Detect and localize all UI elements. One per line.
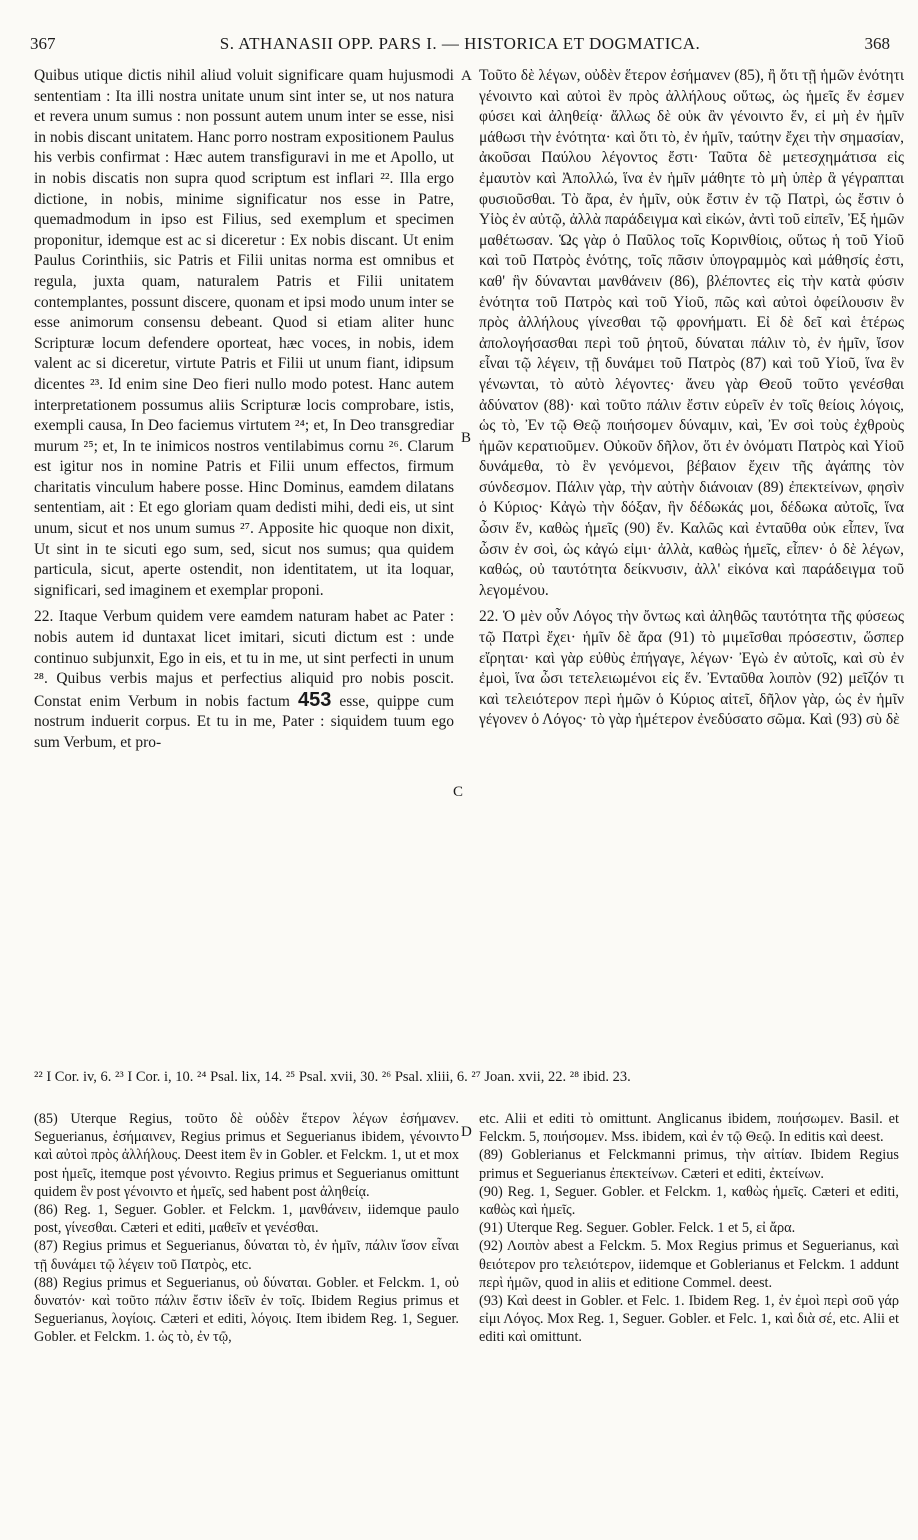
footnotes-left <box>34 1110 459 1347</box>
footnote-88-cont: etc. Alii et editi τὸ omittunt. Anglicanus ibidem, ποιήσωμεν. Basil. et Felckm. 5, ποιήσομεν. Mss. ibidem, καὶ ἐν τῷ Θεῷ. In editis καὶ deest. <box>479 1111 899 1146</box>
page-header <box>30 34 890 56</box>
section-marker-d: D <box>461 1124 472 1140</box>
footnotes-right <box>479 1110 899 1347</box>
greek-paragraph-1: Τοῦτο δὲ λέγων, οὐδὲν ἕτερον ἐσήμανεν (85), ἢ ὅτι τῇ ἡμῶν ἑνότητι γένοιντο καὶ αὐτοὶ ἓν πρὸς ἀλλήλους οὕτως, ὡς ἡμεῖς ἕν ἐσμεν φύσει καὶ ἀληθείᾳ· ἄλλως δὲ οὐκ ἂν γένοιντο ἕν, εἰ μὴ ἐν ἡμῖν μάθωσι τὴν ἑνότητα· καὶ ὅτι τὸ, ἐν ἡμῖν, ταύτην ἔχει τὴν σημασίαν, ἀκοῦσαι Παύλου λέγοντος ἔστι· Ταῦτα δὲ μετεσχημάτισα εἰς ἐμαυτὸν καὶ Ἀπολλώ, ἵνα ἐν ἡμῖν μάθητε τὸ μὴ ὑπὲρ ἃ γέγραπται φυσιοῦσθαι. Τὸ ἄρα, ἐν ἡμῖν, οὐκ ἔστιν ἐν τῷ Πατρὶ, ὡς ἔστιν ὁ Υἱὸς ἐν αὐτῷ, ἀλλὰ παράδειγμα καὶ εἰκών, ἀντὶ τοῦ εἰπεῖν, Ἐξ ἡμῶν μαθέτωσαν. Ὡς γὰρ ὁ Παῦλος τοῖς Κορινθίοις, οὕτως ἡ τοῦ Υἱοῦ καὶ τοῦ Πατρὸς ἑνότης, τοῖς πᾶσιν ὑπογραμμὸς καὶ μάθησίς ἐστι, καθ' ἣν δύνανται μανθάνειν (86), βλέποντες εἰς τὴν κατὰ φύσιν ἑνότητα τοῦ Πατρὸς καὶ τοῦ Υἱοῦ, πῶς καὶ αὐτοὶ ὀφείλουσιν ἓν πρὸς ἀλλήλους γίνεσθαι τῷ φρονήματι. Εἰ δὲ δεῖ καὶ ἑτέρως ἀπολογήσασθαι περὶ τοῦ ῥητοῦ, δύναται πάλιν τὸ, ἐν ἡμῖν, ἴσον εἶναι τῷ λέγειν, τῇ δυνάμει τοῦ Πατρὸς (87) καὶ τοῦ Υἱοῦ, ἵνα ἓν γένωνται, τὸ αὐτὸ λέγοντες· ἄνευ γὰρ Θεοῦ τοῦτο γενέσθαι ἀδύνατον (88)· καὶ τοῦτο πάλιν ἔστιν εὑρεῖν ἐν τοῖς θείοις λόγοις, ὡς τὸ, Ἐν τῷ Θεῷ ποιήσομεν δύναμιν, καὶ, Ἐν σοὶ τοὺς ἐχθροὺς ἡμῶν κερατιοῦμεν. Οὐκοῦν δῆλον, ὅτι ἐν ὀνόματι Πατρὸς καὶ Υἱοῦ δυνάμεθα, τὸ ἓν γενόμενοι, βέβαιον ἔχειν τῆς ἀγάπης τὸν σύνδεσμον. Πάλιν γὰρ, τὴν αὐτὴν διάνοιαν (89) ἐπεκτείνων, φησὶν ὁ Κύριος· Κἀγὼ τὴν δόξαν, ἣν δέδωκάς μοι, δέδωκα αὐτοῖς, ἵνα ὦσιν ἕν, καθὼς ἡμεῖς (90) ἕν. Καλῶς καὶ ἐνταῦθα οὐκ εἶπεν, ἵνα ὦσιν ἐν σοὶ, ὡς κἀγώ εἰμι· ἀλλὰ, καθὼς ἡμεῖς, εἶπεν· ὁ δὲ λέγων, καθώς, οὐ ταυτότητα δείκνυσιν, ἀλλ' εἰκόνα καὶ παράδειγμα τοῦ λεγομένου. <box>479 67 904 599</box>
running-title: S. ATHANASII OPP. PARS I. — HISTORICA ET DOGMATICA. <box>219 34 701 53</box>
footnote-86: (86) Reg. 1, Seguer. Gobler. et Felckm. 1, μανθάνειν, iidemque paulo post, γίνεσθαι. Cæteri et editi, μαθεῖν et γενέσθαι. <box>34 1202 459 1237</box>
page-number-left: 367 <box>30 34 56 53</box>
section-marker-a: A <box>461 68 472 84</box>
footnote-88: (88) Regius primus et Seguerianus, οὐ δύναται. Gobler. et Felckm. 1, οὐ δυνατόν· καὶ τοῦτο πάλιν ἔστιν ἰδεῖν ἐν τοῖς. Ibidem Regius primus et Seguerianus, λογίοις. Cæteri et editi, λόγοις. Item ibidem Reg. 1, Seguer. Gobler. et Felckm. 1. ὡς τὸ, ἐν τῷ, <box>34 1274 459 1346</box>
footnote-89: (89) Goblerianus et Felckmanni primus, τὴν αἰτίαν. Ibidem Regius primus et Seguerianus ἐπεκτείνων. Cæteri et editi, ἐκτείνων. <box>479 1147 899 1182</box>
latin-paragraph-1: Quibus utique dictis nihil aliud voluit significare quam hujusmodi sententiam : Ita illi nostra unitate unum sint inter se, ut nos natura et revera unum sumus : non possunt autem unum inter se esse, nisi in nobis discant unitatem. Hanc porro nostram expositionem Paulus his verbis confirmat : Hæc autem transfiguravi in me et Apollo, ut in nobis discatis non supra quod scriptum est inflari ²². Illa ergo dictione, in nobis, minime significatur nos esse in Patre, quemadmodum in ipso est Filius, sed exemplum et specimen proponitur, idemque est ac si diceretur : Ex nobis discant. Ut enim Paulus Corinthiis, sic Patris et Filii unitas norma est omnibus et regula, juxta quam, naturalem Patris et Filii unitatem contemplantes, possunt discere, quonam et ipsi modo unum inter se esse animorum consensu debeant. Quod si etiam aliter hunc Scripturæ locum defendere oporteat, hæc voces, in nobis, idem valent ac si diceretur, virtute Patris et Filii ut unum fiant, idipsum dicentes ²³. Id enim sine Deo fieri nullo modo potest. Hanc autem interpretationem possumus aliis Scripturæ locis comprobare, istis, exempli causa, In Deo faciemus virtutem ²⁴; et, In Deo transgrediar murum ²⁵; et, In te inimicos nostros ventilabimus cornu ²⁶. Clarum est igitur nos in nomine Patris et Filii unum effectos, firmum charitatis vinculum habere posse. Hinc Dominus, eamdem dilatans sententiam, ait : Et ego gloriam quam dedisti mihi, dedi eis, ut sint unum, sicut et nos unum sumus ²⁷. Apposite hic quoque non dixit, Ut sint in te sicuti ego sum, sed, sicut nos sumus; qua quidem particula, sicut, aperte ostendit, non identitatem, ut ita loquar, significari, sed imaginem et exemplar proponi. <box>34 67 454 599</box>
greek-column <box>479 66 904 731</box>
page-badge: 453 <box>297 688 332 711</box>
footnote-93: (93) Καὶ deest in Gobler. et Felc. 1. Ibidem Reg. 1, ἐν ἐμοὶ περὶ σοῦ γάρ εἰμι Λόγος. Mox Reg. 1, Seguer. Gobler. et Felc. 1, καὶ διὰ σέ, etc. Alii et editi καὶ omittunt. <box>479 1293 899 1346</box>
latin-paragraph-2-cont: esse, quippe cum nostrum induerit corpus. Et tu in me, Pater : siquidem tuum ego sum Verbum, et pro- <box>34 692 455 751</box>
footnote-91: (91) Uterque Reg. Seguer. Gobler. Felck. 1 et 5, εἰ ἄρα. <box>479 1220 796 1237</box>
section-marker-c: C <box>453 784 464 800</box>
scripture-references: ²² I Cor. iv, 6. ²³ I Cor. i, 10. ²⁴ Psal. lix, 14. ²⁵ Psal. xvii, 30. ²⁶ Psal. xliii, 6. ²⁷ Joan. xvii, 22. ²⁸ ibid. 23. <box>34 1069 631 1085</box>
footnote-90: (90) Reg. 1, Seguer. Gobler. et Felckm. 1, καθὼς ἡμεῖς. Cæteri et editi, καθὼς καὶ ἡμεῖς. <box>479 1183 899 1219</box>
footnote-87: (87) Regius primus et Seguerianus, δύναται τὸ, ἐν ἡμῖν, πάλιν ἴσον εἶναι τῇ δυνάμει τῷ λέγειν τοῦ Πατρὸς, etc. <box>34 1238 459 1273</box>
latin-column <box>34 66 454 754</box>
section-marker-b: B <box>461 430 472 446</box>
latin-paragraph-2 <box>34 607 454 753</box>
page-number-right: 368 <box>864 34 890 53</box>
latin-paragraph-2-text: 22. Itaque Verbum quidem vere eamdem naturam habet ac Pater : nobis autem id duntaxat licet imitari, sicuti dictum est : unde continuo subjunxit, Ego in eis, et tu in me, ut sint perfecti in unum ²⁸. Quibus verbis majus et perfectius aliquid pro nobis poscit. Constat enim Verbum in nobis factum <box>34 608 454 710</box>
greek-paragraph-2: 22. Ὁ μὲν οὖν Λόγος τὴν ὄντως καὶ ἀληθῶς ταυτότητα τῆς φύσεως τῷ Πατρὶ ἔχει· ἡμῖν δὲ ἄρα (91) τὸ μιμεῖσθαι πρόσεστιν, ὥσπερ εἴρηται· καὶ γὰρ εὐθὺς ἐπήγαγε, λέγων· Ἐγὼ ἐν αὐτοῖς, καὶ σὺ ἐν ἐμοὶ, ἵνα ὦσι τετελειωμένοι εἰς ἕν. Ἐνταῦθα λοιπὸν (92) μεῖζόν τι καὶ τελειότερον περὶ ἡμῶν ὁ Κύριος αἰτεῖ, δῆλον γὰρ, ὡς ἐν ἡμῖν γέγονεν ὁ Λόγος· τὸ γὰρ ἡμέτερον ἐνεδύσατο σῶμα. Καὶ (93) σὺ δὲ <box>479 608 904 729</box>
footnote-92: (92) Λοιπὸν abest a Felckm. 5. Mox Regius primus et Seguerianus, καὶ θειότερον pro τελειότερον, iidemque et Goblerianus et Felckm. 1 addunt περὶ ἡμῶν, quod in aliis et editione Commel. deest. <box>479 1238 899 1291</box>
footnote-85: (85) Uterque Regius, τοῦτο δὲ οὐδὲν ἕτερον λέγων ἐσήμανεν. Seguerianus, ἐσήμαινεν, Regius primus et Seguerianus ibidem, γένοιντο καὶ αὐτοὶ πρὸς ἀλλήλους. Deest item ἓν in Gobler. et Felckm. 1, ut et mox post ἡμεῖς, itemque post γένοιντο. Regius primus et Seguerianus omittunt quidem ἓν post γένοιντο et ἡμεῖς, sed habent post ἀληθείᾳ. <box>34 1111 459 1200</box>
